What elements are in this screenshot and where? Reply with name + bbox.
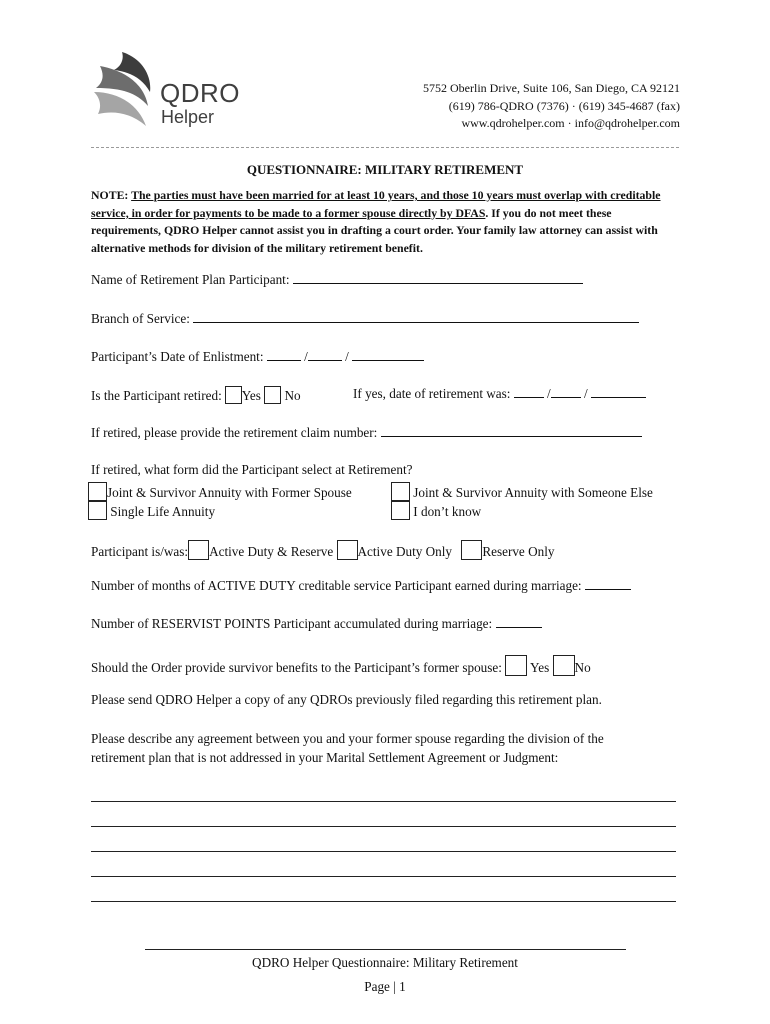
- enlistment-day-field[interactable]: [308, 349, 342, 361]
- date-slash: /: [345, 349, 349, 364]
- participant-name-label: Name of Retirement Plan Participant:: [91, 272, 290, 287]
- participant-name-row: [91, 272, 583, 286]
- reservist-points-row: [91, 616, 542, 630]
- survivor-no-checkbox[interactable]: [553, 655, 575, 676]
- enlistment-label: Participant’s Date of Enlistment:: [91, 349, 264, 364]
- survivor-yes-label: Yes: [530, 660, 550, 675]
- retired-no-label: No: [284, 388, 301, 403]
- agreement-write-line[interactable]: [91, 876, 676, 877]
- retired-yes-checkbox[interactable]: [225, 386, 242, 404]
- enlistment-month-field[interactable]: [267, 349, 301, 361]
- retirement-date-row: [353, 386, 646, 400]
- dont-know-checkbox[interactable]: [391, 501, 410, 520]
- agreement-prompt-line-1: Please describe any agreement between you and your former spouse regarding the division of the: [91, 731, 604, 746]
- active-months-label: Number of months of ACTIVE DUTY creditable service Participant earned during marriage:: [91, 578, 582, 593]
- logo-wordmark-qdro: QDRO: [160, 78, 240, 108]
- reserve-only-checkbox[interactable]: [461, 540, 482, 560]
- annuity-option-row-2b: [391, 501, 481, 520]
- survivor-yes-checkbox[interactable]: [505, 655, 527, 676]
- page-title: QUESTIONNAIRE: MILITARY RETIREMENT: [246, 162, 524, 177]
- agreement-write-line[interactable]: [91, 851, 676, 852]
- active-reserve-label: Active Duty & Reserve: [209, 544, 334, 559]
- date-slash: /: [304, 349, 308, 364]
- note-rest-text: . If you do not meet these requirements, QDRO Helper cannot assist you in drafting a court order. Your family law attorney can assist with alternative methods for division of the military retirement benefit.: [91, 205, 658, 255]
- retired-label: Is the Participant retired:: [91, 388, 222, 403]
- agreement-write-line[interactable]: [91, 826, 676, 827]
- claim-number-field[interactable]: [381, 425, 642, 437]
- annuity-option-row-2a: [88, 501, 215, 520]
- active-only-label: Active Duty Only: [357, 544, 453, 559]
- page-number: Page | 1: [364, 979, 406, 994]
- annuity-former-spouse-label: Joint & Survivor Annuity with Former Spouse: [107, 485, 352, 500]
- agreement-prompt-line-2: retirement plan that is not addressed in your Marital Settlement Agreement or Judgment:: [91, 750, 559, 765]
- footer-divider: [145, 949, 626, 950]
- branch-label: Branch of Service:: [91, 311, 190, 326]
- reserve-only-label: Reserve Only: [482, 544, 555, 559]
- enlistment-year-field[interactable]: [352, 349, 424, 361]
- claim-number-label: If retired, please provide the retirement claim number:: [91, 425, 378, 440]
- active-months-row: [91, 578, 631, 592]
- office-address: 5752 Oberlin Drive, Suite 106, San Diego, CA 92121: [423, 81, 680, 95]
- retirement-date-label: If yes, date of retirement was:: [353, 386, 511, 401]
- branch-row: [91, 311, 639, 325]
- eligibility-note: [91, 187, 683, 257]
- single-life-checkbox[interactable]: [88, 501, 107, 520]
- agreement-write-line[interactable]: [91, 801, 676, 802]
- retirement-month-field[interactable]: [514, 386, 544, 398]
- survivor-no-label: No: [574, 660, 591, 675]
- survivor-label: Should the Order provide survivor benefits to the Participant’s former spouse:: [91, 660, 502, 675]
- header-divider: [91, 147, 679, 148]
- participant-name-field[interactable]: [293, 272, 583, 284]
- branch-field[interactable]: [193, 311, 639, 323]
- retirement-year-field[interactable]: [591, 386, 646, 398]
- annuity-option-row-1b: [391, 482, 653, 501]
- copy-request-text: Please send QDRO Helper a copy of any QDROs previously filed regarding this retirement plan.: [91, 692, 602, 707]
- phone-numbers: (619) 786-QDRO (7376) · (619) 345-4687 (fax): [448, 99, 680, 113]
- logo-wordmark-helper: Helper: [161, 107, 215, 127]
- retired-no-checkbox[interactable]: [264, 386, 281, 404]
- note-label: NOTE:: [91, 188, 129, 202]
- status-label: Participant is/was:: [91, 544, 189, 559]
- status-row: [91, 540, 554, 560]
- enlistment-row: [91, 349, 424, 363]
- note-underlined-text: The parties must have been married for at least 10 years, and those 10 years must overlap with creditable service, in order for payments to be made to a former spouse directly by DFAS: [91, 188, 661, 220]
- annuity-someone-else-label: Joint & Survivor Annuity with Someone Else: [413, 485, 653, 500]
- dont-know-label: I don’t know: [413, 504, 482, 519]
- footer-document-title: QDRO Helper Questionnaire: Military Retirement: [252, 955, 518, 970]
- website-email: www.qdrohelper.com · info@qdrohelper.com: [461, 116, 680, 130]
- date-slash: /: [547, 386, 551, 401]
- active-only-checkbox[interactable]: [337, 540, 358, 560]
- annuity-former-spouse-checkbox[interactable]: [88, 482, 107, 501]
- active-reserve-checkbox[interactable]: [188, 540, 209, 560]
- annuity-option-row-1a: [88, 482, 352, 501]
- annuity-someone-else-checkbox[interactable]: [391, 482, 410, 501]
- survivor-row: [91, 655, 591, 676]
- retirement-day-field[interactable]: [551, 386, 581, 398]
- reservist-points-field[interactable]: [496, 616, 542, 628]
- agreement-write-line[interactable]: [91, 901, 676, 902]
- annuity-question: If retired, what form did the Participant select at Retirement?: [91, 462, 413, 477]
- single-life-label: Single Life Annuity: [110, 504, 216, 519]
- date-slash: /: [584, 386, 588, 401]
- reservist-points-label: Number of RESERVIST POINTS Participant accumulated during marriage:: [91, 616, 493, 631]
- retired-row: [91, 386, 301, 404]
- retired-yes-label: Yes: [241, 388, 261, 403]
- claim-number-row: [91, 425, 642, 439]
- active-months-field[interactable]: [585, 578, 631, 590]
